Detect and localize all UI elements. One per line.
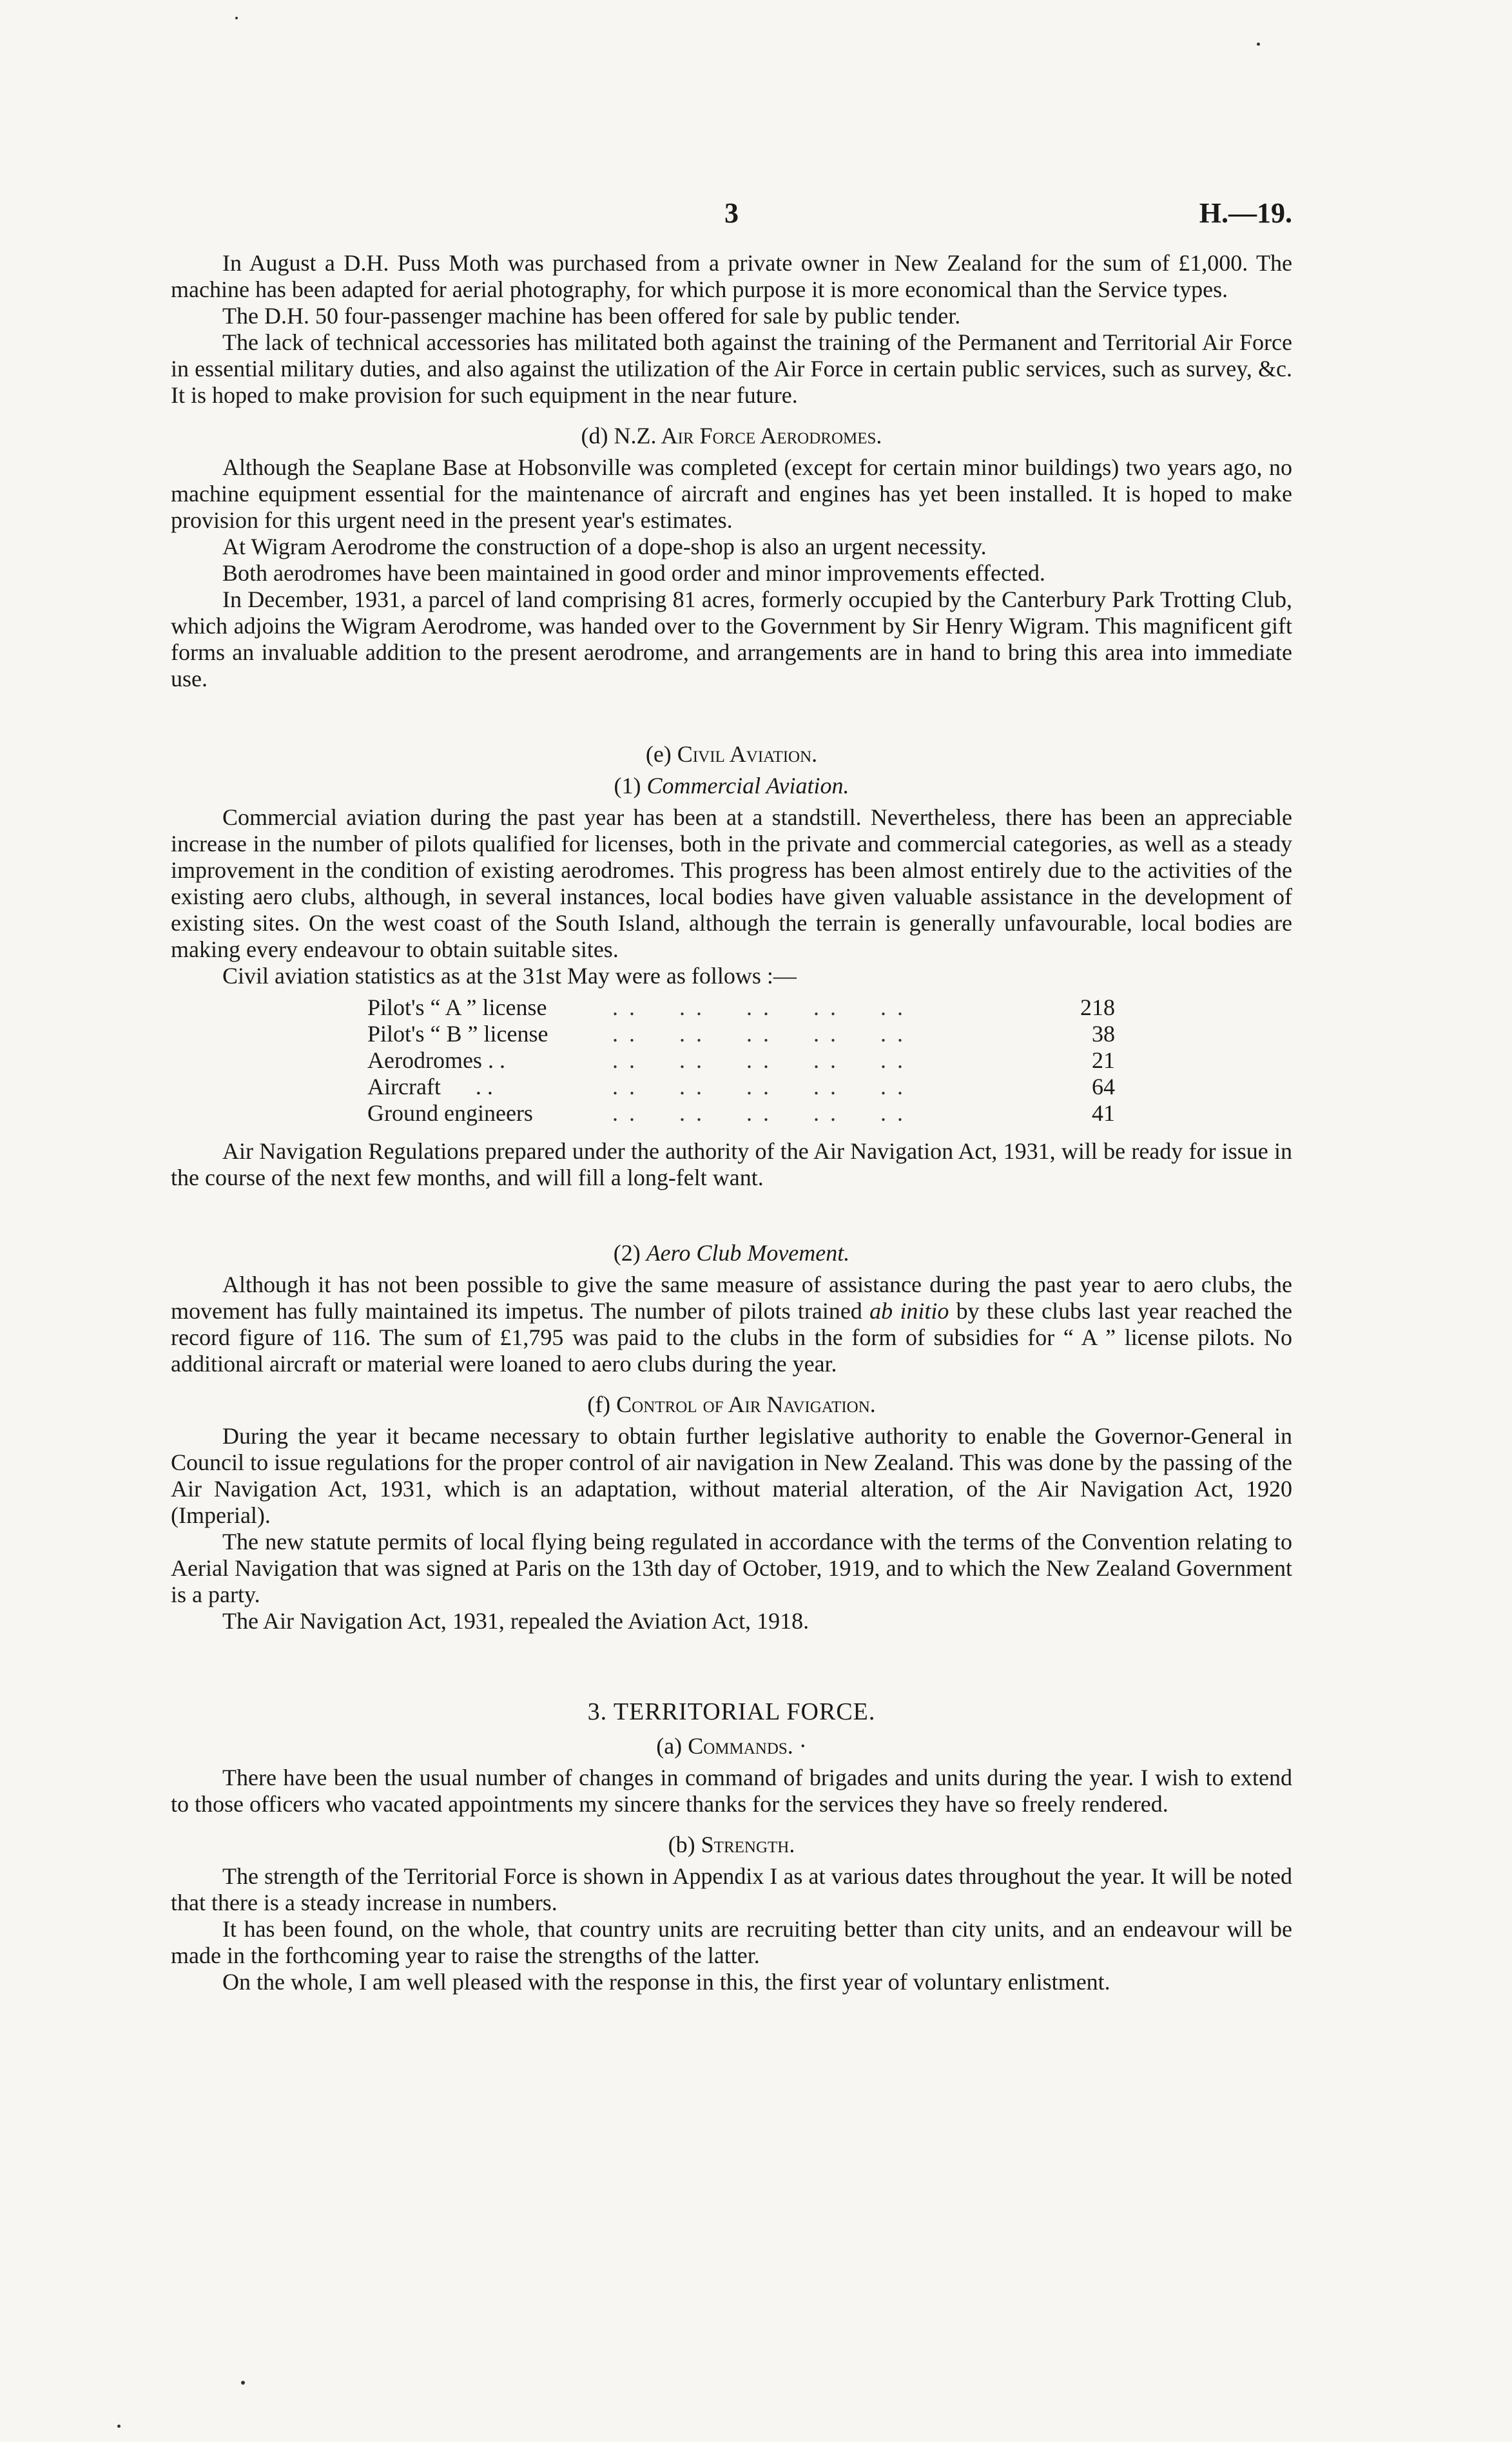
heading-prefix: (d) [581, 423, 614, 449]
heading-prefix: (b) [668, 1832, 701, 1857]
paragraph-text: Although it has not been possible to give the same measure of assistance during the past year to aero clubs, the movement has fully maintained its impetus. The number of pilots trained [171, 1272, 1292, 1324]
statistics-value: 218 [1080, 994, 1115, 1020]
paragraph-stats-intro: Civil aviation statistics as at the 31st May were as follows :— [222, 963, 797, 989]
statistics-leader-dots: . . . . . . . . . . [612, 994, 906, 1020]
heading-prefix: (e) [645, 741, 677, 767]
heading-title: Control of Air Navigation. [616, 1391, 876, 1417]
statistics-leader-dots: . . . . . . . . . . [612, 1021, 906, 1047]
heading-title: Commands. [688, 1733, 793, 1759]
heading-commands [171, 1733, 1292, 1759]
paragraph-commercial: Commercial aviation during the past year has been at a standstill. Nevertheless, there has been an appreciable increase in the number of pilots qualified for licenses, both in the private and commercial categories, as well as a steady improvement in the condition of existing aerodromes. This progress has been almost entirely due to the activities of the existing aero clubs, although, in several instances, local bodies have given valuable assistance in the development of existing sites. On the west coast of the South Island, although the terrain is generally unfavourable, local bodies are making every endeavour to obtain suitable sites. [171, 804, 1292, 962]
heading-aero-club [171, 1240, 1292, 1266]
heading-prefix: (f) [587, 1391, 617, 1417]
document-reference: H.—19. [1199, 197, 1292, 229]
statistics-row [367, 1100, 1115, 1127]
paragraph-control: During the year it became necessary to obtain further legislative authority to enable the Governor-General in Council to issue regulations for the proper control of air navigation in New Zealand. This was done by the passing of the Air Navigation Act, 1931, which is an adaptation, without material alteration, of the Air Navigation Act, 1920 (Imperial). [171, 1423, 1292, 1528]
paragraph-strength: The strength of the Territorial Force is shown in Appendix I as at various dates throughout the year. It will be noted that there is a steady increase in numbers. [171, 1863, 1292, 1915]
paragraph-pleased: On the whole, I am well pleased with the response in this, the first year of voluntary enlistment. [222, 1969, 1110, 1995]
statistics-label: Aerodromes . . [367, 1047, 505, 1073]
paragraph-aero-club [171, 1272, 1292, 1377]
statistics-table [367, 994, 1115, 1127]
paragraph-text: by these clubs last year reached the record figure of 116. The sum of £1,795 was paid to the clubs in the form of subsidies for “ A ” license pilots. No additional aircraft or material were loaned to aero clubs during the year. [171, 1298, 1293, 1377]
heading-civil-aviation [171, 741, 1292, 768]
paragraph-statute: The new statute permits of local flying being regulated in accordance with the terms of the Convention relating to Aerial Navigation that was signed at Paris on the 13th day of October, 1919, and to which the New Zealand Government is a party. [171, 1529, 1292, 1607]
italic-phrase: ab initio [869, 1298, 949, 1324]
scan-speck [235, 17, 238, 19]
heading-title: Commercial Aviation. [646, 773, 849, 799]
statistics-row [367, 1047, 1115, 1074]
paragraph-country-units: It has been found, on the whole, that country units are recruiting better than city units, and an endeavour will be made in the forthcoming year to raise the strengths of the latter. [171, 1916, 1292, 1968]
statistics-label: Ground engineers [367, 1100, 533, 1126]
statistics-value: 64 [1092, 1074, 1115, 1100]
heading-title: Civil Aviation. [677, 741, 818, 767]
statistics-row [367, 1074, 1115, 1100]
statistics-table-body [367, 994, 1115, 1127]
page-number: 3 [724, 197, 739, 229]
statistics-label: Pilot's “ A ” license [367, 994, 547, 1020]
document-page [171, 197, 1293, 1995]
statistics-label: Pilot's “ B ” license [367, 1021, 548, 1047]
heading-prefix: (2) [613, 1240, 646, 1266]
statistics-label: Aircraft . . [367, 1074, 493, 1100]
scan-speck [1257, 43, 1260, 46]
statistics-value: 41 [1092, 1100, 1115, 1126]
statistics-row [367, 994, 1115, 1021]
paragraph-december-gift: In December, 1931, a parcel of land comprising 81 acres, formerly occupied by the Canterbury Park Trotting Club, which adjoins the Wigram Aerodrome, was handed over to the Government by Sir Henry Wigram. This magnificent gift forms an invaluable addition to the present aerodrome, and arrangements are in hand to bring this area into immediate use. [171, 586, 1292, 692]
paragraph-puss-moth: In August a D.H. Puss Moth was purchased from a private owner in New Zealand for the sum of £1,000. The machine has been adapted for aerial photography, for which purpose it is more economical than the Service types. [171, 250, 1292, 302]
heading-control [171, 1391, 1292, 1418]
heading-aerodromes [171, 423, 1292, 449]
scan-speck [117, 2425, 121, 2428]
section-heading-territorial-force: 3. TERRITORIAL FORCE. [587, 1698, 876, 1725]
heading-prefix: (1) [614, 773, 647, 799]
paragraph-accessories: The lack of technical accessories has militated both against the training of the Permanent and Territorial Air Force in essential military duties, and also against the utilization of the Air Force in certain public services, such as survey, &c. It is hoped to make provision for such equipment in the near future. [171, 329, 1292, 408]
heading-commercial-aviation [171, 773, 1292, 799]
statistics-leader-dots: . . . . . . . . . . [612, 1074, 906, 1100]
heading-title: Aero Club Movement. [646, 1240, 850, 1266]
paragraph-both-aerodromes: Both aerodromes have been maintained in good order and minor improvements effected. [222, 560, 1045, 586]
statistics-leader-dots: . . . . . . . . . . [612, 1047, 906, 1073]
scan-speck [241, 2381, 245, 2385]
heading-title: Strength. [701, 1832, 795, 1857]
heading-title: N.Z. Air Force Aerodromes. [614, 423, 882, 449]
statistics-row [367, 1021, 1115, 1047]
paragraph-wigram: At Wigram Aerodrome the construction of a dope-shop is also an urgent necessity. [222, 534, 987, 559]
page-header [171, 197, 1292, 238]
heading-prefix: (a) [656, 1733, 688, 1759]
heading-suffix: · [793, 1733, 807, 1759]
statistics-leader-dots: . . . . . . . . . . [612, 1100, 906, 1126]
statistics-value: 38 [1092, 1021, 1115, 1047]
paragraph-regulations: Air Navigation Regulations prepared under the authority of the Air Navigation Act, 1931, will be ready for issue in the course of the next few months, and will fill a long-felt want. [171, 1138, 1292, 1190]
paragraph-dh50: The D.H. 50 four-passenger machine has been offered for sale by public tender. [222, 303, 961, 329]
heading-strength [171, 1832, 1292, 1858]
paragraph-repealed: The Air Navigation Act, 1931, repealed the Aviation Act, 1918. [222, 1608, 809, 1634]
paragraph-commands: There have been the usual number of changes in command of brigades and units during the year. I wish to extend to those officers who vacated appointments my sincere thanks for the services they have so freely rendered. [171, 1765, 1292, 1817]
statistics-value: 21 [1092, 1047, 1115, 1073]
paragraph-seaplane-base: Although the Seaplane Base at Hobsonville was completed (except for certain minor buildings) two years ago, no machine equipment essential for the maintenance of aircraft and engines has yet been installed. It is hoped to make provision for this urgent need in the present year's estimates. [171, 454, 1292, 533]
